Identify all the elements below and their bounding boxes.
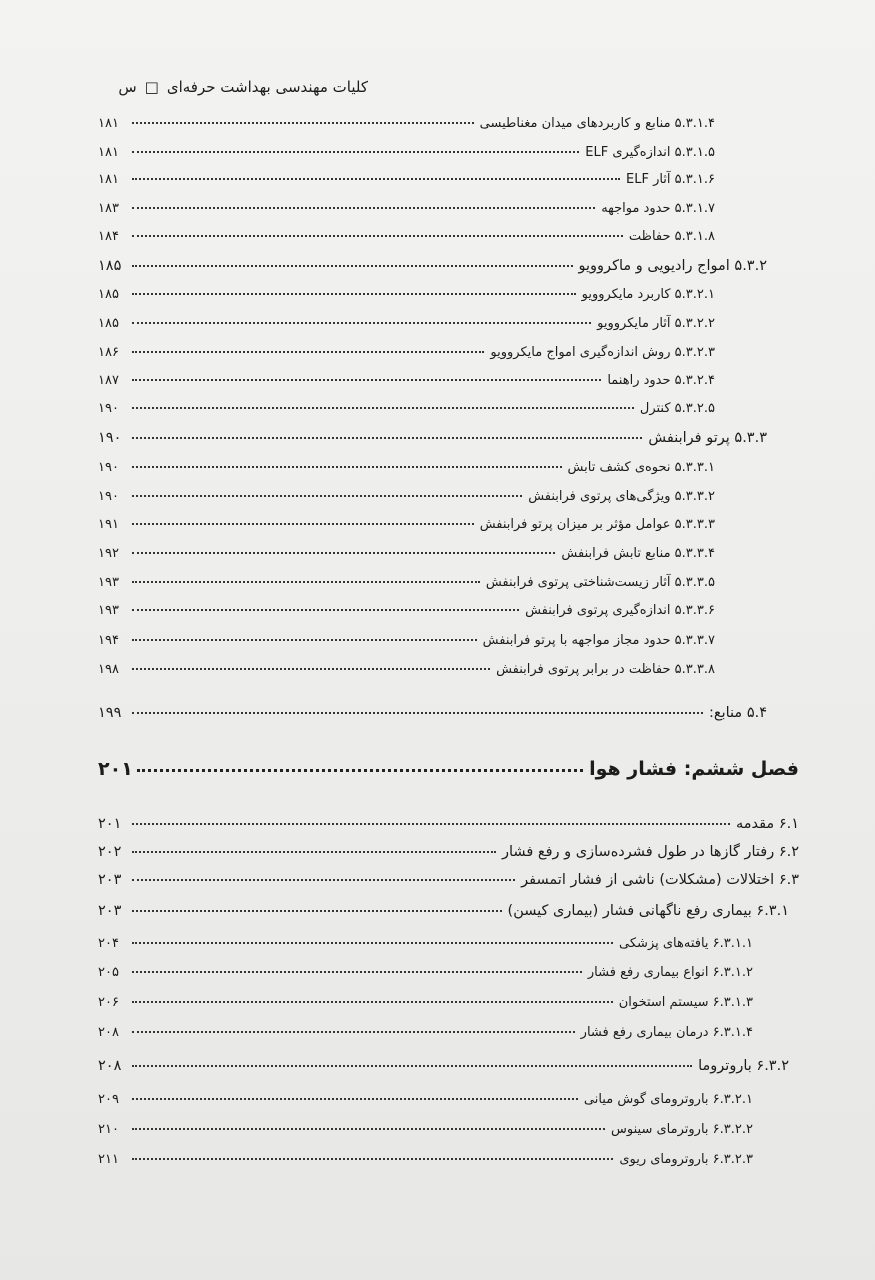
dot-leader (132, 322, 591, 324)
toc-entry-title: ۶.۳.۱.۴ درمان بیماری رفع فشار (580, 1025, 753, 1040)
toc-section[interactable] (98, 258, 767, 284)
dot-leader (137, 769, 583, 772)
toc-entry[interactable] (98, 489, 715, 515)
toc-entry-title: ۵.۳.۱.۸ حفاظت (628, 229, 715, 244)
dot-leader (132, 712, 703, 714)
toc-section[interactable] (98, 705, 767, 731)
toc-entry[interactable] (98, 373, 715, 399)
toc-section[interactable] (98, 872, 799, 898)
toc-entry-page: ۱۸۱ (98, 145, 119, 160)
dot-leader (132, 910, 502, 912)
toc-entry[interactable] (98, 1122, 753, 1148)
toc-entry[interactable] (98, 633, 715, 659)
dot-leader (132, 379, 601, 381)
toc-entry[interactable] (98, 575, 715, 601)
toc-entry-title: ۵.۳.۳.۸ حفاظت در برابر پرتوی فرابنفش (496, 662, 715, 677)
toc-entry[interactable] (98, 662, 715, 688)
toc-entry[interactable] (98, 345, 715, 371)
toc-entry[interactable] (98, 1152, 753, 1178)
toc-entry-page: ۲۰۵ (98, 965, 119, 980)
dot-leader (132, 437, 642, 439)
toc-entry-page: ۱۹۸ (98, 662, 119, 677)
toc-entry-page: ۱۸۵ (98, 287, 119, 302)
toc-entry-title: ۵.۳.۳ پرتو فرابنفش (648, 430, 767, 446)
toc-entry[interactable] (98, 1092, 753, 1118)
toc-entry[interactable] (98, 145, 715, 171)
toc-entry-title: ۶.۲ رفتار گازها در طول فشرده‌سازی و رفع فشار (502, 844, 799, 860)
dot-leader (132, 609, 519, 611)
toc-entry-title: ۵.۳.۱.۵ اندازه‌گیری ELF (585, 145, 715, 160)
dot-leader (132, 207, 595, 209)
toc-entry[interactable] (98, 287, 715, 313)
dot-leader (132, 668, 490, 670)
toc-entry-title: ۵.۳.۳.۷ حدود مجاز مواجهه با پرتو فرابنفش (482, 633, 715, 648)
toc-entry-page: ۱۸۴ (98, 229, 119, 244)
dot-leader (132, 151, 579, 153)
toc-entry-title: ۵.۳.۳.۲ ویژگی‌های پرتوی فرابنفش (528, 489, 715, 504)
dot-leader (132, 351, 484, 353)
dot-leader (132, 552, 555, 554)
dot-leader (132, 581, 480, 583)
square-icon: □ (144, 78, 159, 96)
toc-entry-page: ۲۰۳ (98, 903, 122, 919)
toc-entry-page: ۱۹۱ (98, 517, 119, 532)
dot-leader (132, 265, 573, 267)
toc-entry-page: ۲۰۸ (98, 1058, 122, 1074)
toc-entry-title: ۶.۳.۱.۱ یافته‌های پزشکی (619, 936, 753, 951)
toc-entry-page: ۲۱۰ (98, 1122, 119, 1137)
dot-leader (132, 122, 474, 124)
toc-entry[interactable] (98, 965, 753, 991)
toc-entry-title: ۶.۳.۱ بیماری رفع ناگهانی فشار (بیماری کیسن) (507, 903, 789, 919)
dot-leader (132, 971, 582, 973)
toc-entry-title: ۵.۳.۳.۱ نحوه‌ی کشف تابش (567, 460, 715, 475)
toc-entry-page: ۲۰۸ (98, 1025, 119, 1040)
dot-leader (132, 523, 474, 525)
toc-entry[interactable] (98, 116, 715, 142)
toc-entry-title: ۶.۳.۱.۳ سیستم استخوان (618, 995, 753, 1010)
toc-entry-title: ۵.۳.۲.۴ حدود راهنما (607, 373, 715, 388)
chapter-title: فصل ششم: فشار هوا (589, 758, 799, 780)
toc-entry-page: ۱۸۵ (98, 316, 119, 331)
toc-entry[interactable] (98, 172, 715, 198)
toc-entry-page: ۱۹۲ (98, 546, 119, 561)
dot-leader (132, 235, 623, 237)
toc-entry[interactable] (98, 401, 715, 427)
header-title: کلیات مهندسی بهداشت حرفه‌ای (166, 78, 368, 96)
toc-entry-page: ۱۹۰ (98, 430, 122, 446)
toc-entry-page: ۲۰۱ (98, 816, 122, 832)
toc-entry-page: ۱۹۰ (98, 460, 119, 475)
toc-entry-page: ۲۱۱ (98, 1152, 119, 1167)
dot-leader (132, 293, 576, 295)
toc-section[interactable] (98, 1058, 789, 1084)
dot-leader (132, 178, 620, 180)
toc-entry-page: ۱۸۷ (98, 373, 119, 388)
toc-entry-page: ۱۹۴ (98, 633, 119, 648)
chapter-page: ۲۰۱ (98, 758, 133, 780)
dot-leader (132, 1031, 575, 1033)
toc-entry[interactable] (98, 936, 753, 962)
toc-entry-page: ۱۹۹ (98, 705, 122, 721)
toc-entry-title: ۵.۳.۳.۴ منابع تابش فرابنفش (561, 546, 715, 561)
toc-entry[interactable] (98, 546, 715, 572)
toc-entry[interactable] (98, 1025, 753, 1051)
toc-entry-title: ۵.۳.۲.۳ روش اندازه‌گیری امواج مایکروویو (490, 345, 715, 360)
toc-entry-title: ۶.۳.۲.۲ باروترمای سینوس (611, 1122, 753, 1137)
toc-entry[interactable] (98, 995, 753, 1021)
dot-leader (132, 942, 613, 944)
toc-entry-page: ۱۸۱ (98, 116, 119, 131)
dot-leader (132, 1001, 613, 1003)
toc-entry-title: ۶.۳.۲ باروتروما (698, 1058, 789, 1074)
toc-section[interactable] (98, 430, 767, 456)
toc-entry-title: ۵.۳.۱.۶ آثار ELF (626, 172, 715, 187)
toc-entry[interactable] (98, 201, 715, 227)
toc-entry-page: ۱۸۱ (98, 172, 119, 187)
dot-leader (132, 639, 477, 641)
toc-entry-title: ۵.۳.۱.۴ منابع و کاربردهای میدان مغناطیسی (479, 116, 715, 131)
toc-entry-page: ۲۰۴ (98, 936, 119, 951)
toc-entry-page: ۲۰۲ (98, 844, 122, 860)
toc-entry-title: ۶.۱ مقدمه (735, 816, 799, 832)
toc-entry-title: ۵.۳.۲.۱ کاربرد مایکروویو (581, 287, 715, 302)
toc-entry-title: ۶.۳ اختلالات (مشکلات) ناشی از فشار اتمسفر (521, 872, 799, 888)
dot-leader (132, 1098, 578, 1100)
toc-entry-page: ۱۹۳ (98, 575, 119, 590)
toc-section[interactable] (98, 816, 799, 842)
dot-leader (132, 1128, 605, 1130)
toc-entry-title: ۵.۳.۳.۶ اندازه‌گیری پرتوی فرابنفش (525, 603, 715, 618)
toc-chapter[interactable] (98, 758, 799, 790)
toc-entry[interactable] (98, 316, 715, 342)
dot-leader (132, 1065, 692, 1067)
toc-entry-page: ۱۹۰ (98, 401, 119, 416)
toc-entry-page: ۱۸۵ (98, 258, 122, 274)
dot-leader (132, 407, 634, 409)
toc-entry-title: ۵.۳.۱.۷ حدود مواجهه (601, 201, 715, 216)
toc-entry-page: ۱۸۳ (98, 201, 119, 216)
toc-section[interactable] (98, 903, 789, 929)
toc-entry-title: ۵.۳.۳.۵ آثار زیست‌شناختی پرتوی فرابنفش (485, 575, 715, 590)
dot-leader (132, 1158, 613, 1160)
dot-leader (132, 851, 496, 853)
toc-entry-title: ۵.۳.۳.۳ عوامل مؤثر بر میزان پرتو فرابنفش (479, 517, 715, 532)
toc-entry-title: ۵.۳.۲.۲ آثار مایکروویو (597, 316, 715, 331)
dot-leader (132, 879, 515, 881)
toc-entry-page: ۱۹۳ (98, 603, 119, 618)
toc-entry-page: ۲۰۳ (98, 872, 122, 888)
toc-entry[interactable] (98, 460, 715, 486)
toc-entry-title: ۶.۳.۲.۱ باروترومای گوش میانی (583, 1092, 753, 1107)
toc-entry-title: ۵.۳.۲.۵ کنترل (639, 401, 715, 416)
dot-leader (132, 466, 562, 468)
toc-entry-page: ۲۰۶ (98, 995, 119, 1010)
toc-entry-title: ۵.۴ منابع: (709, 705, 767, 721)
toc-entry-title: ۵.۳.۲ امواج رادیویی و ماکروویو (578, 258, 767, 274)
toc-entry-page: ۱۸۶ (98, 345, 119, 360)
running-header (96, 72, 368, 102)
toc-entry-title: ۶.۳.۲.۳ باروترومای ریوی (619, 1152, 753, 1167)
toc-entry[interactable] (98, 517, 715, 543)
dot-leader (132, 823, 730, 825)
toc-entry[interactable] (98, 603, 715, 629)
toc-entry[interactable] (98, 229, 715, 255)
toc-section[interactable] (98, 844, 799, 870)
toc-entry-page: ۲۰۹ (98, 1092, 119, 1107)
dot-leader (132, 495, 522, 497)
header-page-letter: س (118, 78, 137, 96)
toc-entry-page: ۱۹۰ (98, 489, 119, 504)
toc-entry-title: ۶.۳.۱.۲ انواع بیماری رفع فشار (587, 965, 753, 980)
